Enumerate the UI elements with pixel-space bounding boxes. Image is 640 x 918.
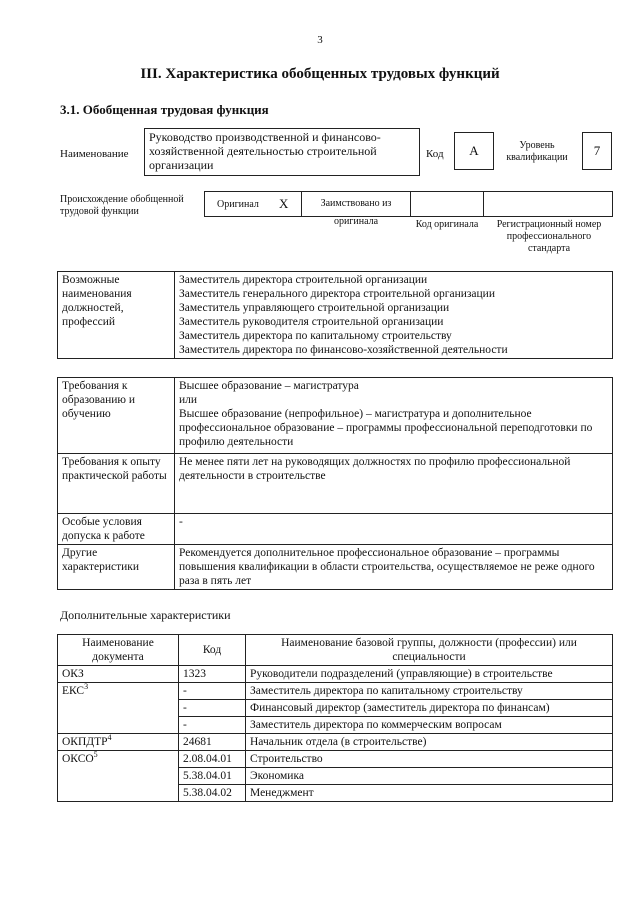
row-doc [58, 768, 179, 785]
row-doc [58, 700, 179, 717]
name-label: Наименование [60, 148, 129, 160]
borrowed-label: Заимствовано из оригинала [320, 198, 392, 227]
row-doc: ЕКС$^3$ [58, 683, 179, 700]
row-doc: ОКЗ [58, 666, 179, 683]
row-code: - [179, 683, 246, 700]
row-code: 5.38.04.02 [179, 785, 246, 802]
experience-label: Требования к опыту практической работы [58, 454, 175, 514]
row-name: Заместитель директора по капитальному строительству [246, 683, 613, 700]
row-name: Финансовый директор (заместитель директора по финансам) [246, 700, 613, 717]
header-name: Наименование базовой группы, должности (профессии) или специальности [246, 635, 613, 666]
row-name: Заместитель директора по коммерческим вопросам [246, 717, 613, 734]
row-name: Начальник отдела (в строительстве) [246, 734, 613, 751]
row-code: 5.38.04.01 [179, 768, 246, 785]
level-label: Уровень квалификации [506, 140, 568, 163]
header-doc: Наименование документа [58, 635, 179, 666]
header-code: Код [179, 635, 246, 666]
education-line: Высшее образование (непрофильное) – магистратура и дополнительное профессиональное образование – программы профессиональной переподготовки по профилю деятельности [179, 408, 593, 448]
code-value: А [454, 132, 494, 170]
table-row [58, 785, 613, 802]
original-box [204, 191, 302, 217]
code-label: Код [426, 148, 444, 160]
original-label: Оригинал [217, 199, 259, 210]
requirements-table [57, 377, 613, 590]
origin-label: Происхождение обобщенной трудовой функции [60, 194, 184, 217]
position-item: Заместитель директора по финансово-хозяйственной деятельности [179, 344, 508, 356]
function-name: Руководство производственной и финансово-хозяйственной деятельностью строительной организации [144, 128, 420, 176]
row-name: Руководители подразделений (управляющие) в строительстве [246, 666, 613, 683]
other-label: Другие характеристики [58, 545, 175, 590]
page-number: 3 [317, 34, 323, 46]
reg-number-caption: Регистрационный номер профессионального стандарта [496, 219, 602, 254]
education-label: Требования к образованию и обучению [58, 378, 175, 454]
borrowed-box [301, 191, 411, 227]
position-item: Заместитель директора строительной организации [179, 274, 428, 286]
conditions-label: Особые условия допуска к работе [58, 514, 175, 545]
table-row [58, 751, 613, 768]
education-line: Высшее образование – магистратура [179, 380, 359, 392]
table-row [58, 734, 613, 751]
row-code: - [179, 717, 246, 734]
table-row [58, 768, 613, 785]
position-item: Заместитель управляющего строительной организации [179, 302, 450, 314]
positions-label: Возможные наименования должностей, профессий [58, 272, 175, 359]
table-row [58, 666, 613, 683]
row-name: Строительство [246, 751, 613, 768]
row-name: Экономика [246, 768, 613, 785]
experience-value: Не менее пяти лет на руководящих должностях по профилю профессиональной деятельности в строительстве [175, 454, 613, 514]
table-row [58, 683, 613, 700]
position-item: Заместитель руководителя строительной организации [179, 316, 444, 328]
positions-table [57, 271, 613, 359]
section-title: III. Характеристика обобщенных трудовых функций [140, 66, 500, 82]
position-item: Заместитель генерального директора строительной организации [179, 288, 495, 300]
level-value: 7 [582, 132, 612, 170]
row-doc [58, 717, 179, 734]
code-original-box [410, 191, 484, 217]
table-row [58, 717, 613, 734]
table-row [58, 700, 613, 717]
conditions-value: - [175, 514, 613, 545]
positions-list [175, 272, 613, 359]
education-line: или [179, 394, 198, 406]
original-mark: X [279, 196, 289, 211]
other-value: Рекомендуется дополнительное профессиональное образование – программы повышения квалификации в области строительства, осуществляемое не реже одного раза в пять лет [175, 545, 613, 590]
row-doc: ОКПДТР$^4$ [58, 734, 179, 751]
code-original-caption: Код оригинала [415, 219, 479, 230]
row-doc: ОКСО$^5$ [58, 751, 179, 768]
row-code: 24681 [179, 734, 246, 751]
row-name: Менеджмент [246, 785, 613, 802]
education-value [175, 378, 613, 454]
row-code: 2.08.04.01 [179, 751, 246, 768]
additional-title: Дополнительные характеристики [60, 608, 231, 622]
subsection-title: 3.1. Обобщенная трудовая функция [60, 102, 269, 117]
row-code: 1323 [179, 666, 246, 683]
reg-number-box [483, 191, 613, 217]
additional-table [57, 634, 613, 802]
row-doc [58, 785, 179, 802]
row-code: - [179, 700, 246, 717]
position-item: Заместитель директора по капитальному строительству [179, 330, 452, 342]
